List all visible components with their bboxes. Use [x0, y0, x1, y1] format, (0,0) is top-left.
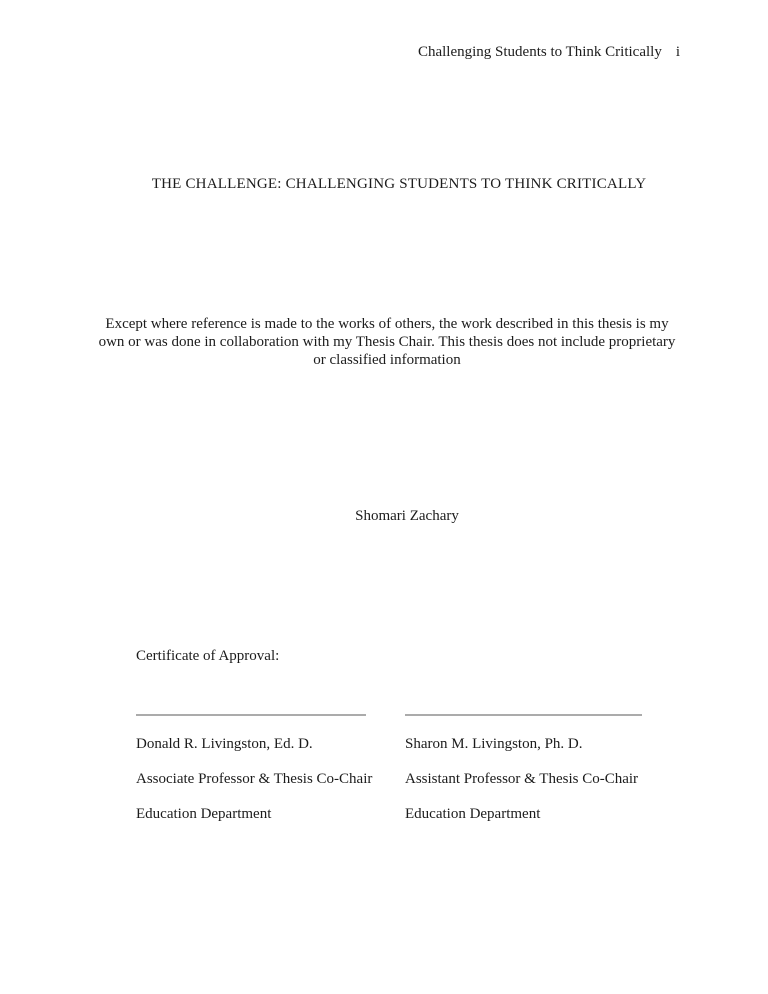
disclaimer-paragraph: Except where reference is made to the works of others, the work described in this thesis is my own or was done in collaboration with my Thesis Chair. This thesis does not include proprietary or classified information — [98, 316, 676, 368]
running-head-text: Challenging Students to Think Critically — [417, 44, 662, 60]
page-number: i — [675, 44, 680, 60]
signatory-department: Education Department — [405, 806, 541, 822]
signature-line-right — [405, 714, 642, 716]
signatory-name: Sharon M. Livingston, Ph. D. — [405, 736, 583, 752]
signatory-department: Education Department — [136, 806, 272, 822]
running-head — [136, 44, 680, 61]
signature-line-left — [136, 714, 366, 716]
signatory-block-right — [405, 736, 675, 841]
signatory-title: Associate Professor & Thesis Co-Chair — [136, 771, 373, 787]
signatory-title: Assistant Professor & Thesis Co-Chair — [405, 771, 639, 787]
signatory-block-left — [136, 736, 406, 841]
approval-heading: Certificate of Approval: — [136, 648, 280, 664]
thesis-title: THE CHALLENGE: CHALLENGING STUDENTS TO THINK CRITICALLY — [151, 176, 647, 192]
author-name: Shomari Zachary — [355, 508, 459, 524]
signatory-name: Donald R. Livingston, Ed. D. — [136, 736, 313, 752]
